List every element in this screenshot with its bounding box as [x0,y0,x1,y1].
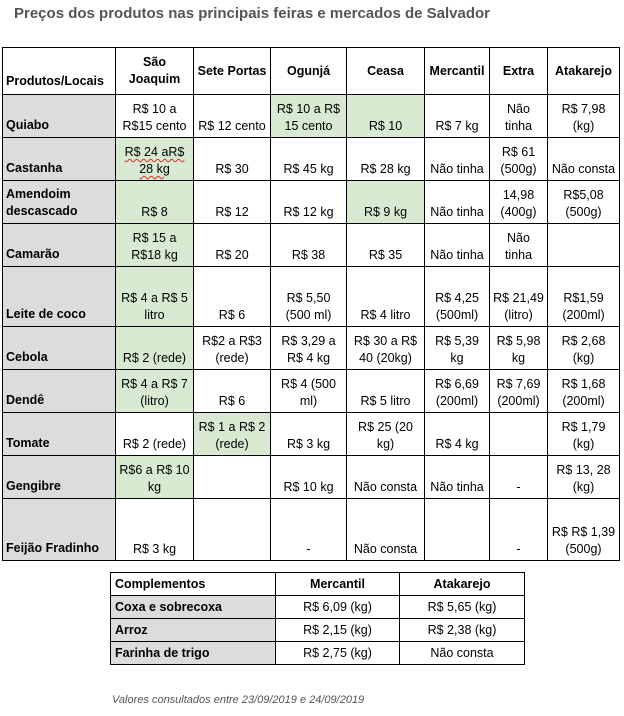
price-cell: R$ 6,69 (200ml) [425,370,490,413]
price-cell: R$ 38 [271,224,347,267]
product-label: Feijão Fradinho [3,499,116,561]
column-header: Atakarejo [548,48,620,95]
product-label: Tomate [3,413,116,456]
corner-header: Complementos [111,573,276,596]
price-cell: R$ R$ 1,39 (500g) [548,499,620,561]
table-row [3,456,620,499]
price-cell: R$ 7,98 (kg) [548,95,620,138]
complements-table [110,572,525,665]
price-cell: Não tinha [425,456,490,499]
price-cell: R$ 4 kg [425,413,490,456]
price-cell: R$ 61 (500g) [490,138,548,181]
price-cell: R$ 4 litro [347,267,425,327]
price-cell: R$ 10 a R$ 15 cento [271,95,347,138]
table-row [111,619,525,642]
price-cell: R$5,08 (500g) [548,181,620,224]
price-cell: R$ 21,49 (litro) [490,267,548,327]
column-header: Extra [490,48,548,95]
price-cell: R$ 9 kg [347,181,425,224]
column-header: Atakarejo [400,573,525,596]
price-cell [425,499,490,561]
price-cell: R$ 6 [194,267,271,327]
column-header: Sete Portas [194,48,271,95]
price-cell: R$ 5,98 kg [490,327,548,370]
column-header: Mercantil [276,573,400,596]
product-label: Cebola [3,327,116,370]
price-cell: Não consta [548,138,620,181]
price-cell: R$ 4 (500 ml) [271,370,347,413]
price-cell: R$ 2 (rede) [116,327,194,370]
product-label: Arroz [111,619,276,642]
table-row [3,327,620,370]
price-cell: R$ 10 kg [271,456,347,499]
price-cell: R$ 5,39 kg [425,327,490,370]
price-cell: Não tinha [425,224,490,267]
price-cell: R$ 3,29 a R$ 4 kg [271,327,347,370]
price-cell: R$1,59 (200ml) [548,267,620,327]
price-cell: R$ 4 a R$ 7 (litro) [116,370,194,413]
price-cell: R$ 5,65 (kg) [400,596,525,619]
prices-table [2,47,620,561]
price-cell: R$ 3 kg [116,499,194,561]
price-cell: R$ 20 [194,224,271,267]
table-row [111,642,525,665]
price-cell: R$ 30 a R$ 40 (20kg) [347,327,425,370]
price-cell: R$ 45 kg [271,138,347,181]
price-cell: R$ 12 kg [271,181,347,224]
table-row [3,224,620,267]
price-cell: R$ 2,68 (kg) [548,327,620,370]
price-text: R$ 24 aR$ 28 kg [124,145,185,176]
price-cell: R$ 12 cento [194,95,271,138]
price-cell [116,138,194,181]
price-cell: R$ 2,75 (kg) [276,642,400,665]
price-cell: R$ 6 [194,370,271,413]
table-row [3,267,620,327]
price-cell: Não consta [400,642,525,665]
price-cell: R$ 3 kg [271,413,347,456]
product-label: Farinha de trigo [111,642,276,665]
table-row [3,95,620,138]
price-cell: 14,98 (400g) [490,181,548,224]
product-label: Coxa e sobrecoxa [111,596,276,619]
price-cell: R$ 8 [116,181,194,224]
price-cell: R$ 1 a R$ 2 (rede) [194,413,271,456]
price-cell: Não tinha [490,224,548,267]
price-cell: R$ 4 a R$ 5 litro [116,267,194,327]
price-cell: R$ 10 a R$15 cento [116,95,194,138]
price-cell: R$ 1,68 (200ml) [548,370,620,413]
price-cell: R$2 a R$3 (rede) [194,327,271,370]
column-header: Mercantil [425,48,490,95]
header-row [111,573,525,596]
table-row [3,370,620,413]
price-cell: Não tinha [490,95,548,138]
table-row [111,596,525,619]
price-cell: Não consta [347,456,425,499]
product-label: Gengibre [3,456,116,499]
table-row [3,138,620,181]
product-label: Camarão [3,224,116,267]
table-row [3,181,620,224]
price-cell: R$ 4,25 (500ml) [425,267,490,327]
date-note: Valores consultados entre 23/09/2019 e 24/09/2019 [112,694,365,706]
price-cell: R$ 30 [194,138,271,181]
price-cell: R$ 10 [347,95,425,138]
page-title: Preços dos produtos nas principais feiras e mercados de Salvador [14,5,491,22]
header-row [3,48,620,95]
price-cell: R$ 7,69 (200ml) [490,370,548,413]
price-cell: - [271,499,347,561]
price-cell: R$ 13, 28 (kg) [548,456,620,499]
product-label: Leite de coco [3,267,116,327]
price-cell: R$ 6,09 (kg) [276,596,400,619]
price-cell: R$ 7 kg [425,95,490,138]
column-header: Ogunjá [271,48,347,95]
table-row [3,413,620,456]
column-header: São Joaquim [116,48,194,95]
price-cell [490,413,548,456]
price-cell: R$ 35 [347,224,425,267]
price-cell: R$ 2,38 (kg) [400,619,525,642]
price-cell: R$ 12 [194,181,271,224]
price-cell [194,456,271,499]
price-cell: R$ 25 (20 kg) [347,413,425,456]
price-cell: - [490,499,548,561]
price-cell: Não consta [347,499,425,561]
price-cell: R$ 5 litro [347,370,425,413]
price-cell: R$ 5,50 (500 ml) [271,267,347,327]
price-cell: R$ 15 a R$18 kg [116,224,194,267]
product-label: Castanha [3,138,116,181]
table-row [3,499,620,561]
price-cell: R$ 28 kg [347,138,425,181]
price-cell: R$ 2,15 (kg) [276,619,400,642]
price-cell: R$ 1,79 (kg) [548,413,620,456]
column-header: Ceasa [347,48,425,95]
corner-header: Produtos/Locais [3,48,116,95]
price-cell: Não tinha [425,181,490,224]
price-cell [194,499,271,561]
price-cell [548,224,620,267]
product-label: Amendoim descascado [3,181,116,224]
price-cell: - [490,456,548,499]
price-cell: R$6 a R$ 10 kg [116,456,194,499]
product-label: Quiabo [3,95,116,138]
price-cell: Não tinha [425,138,490,181]
price-cell: R$ 2 (rede) [116,413,194,456]
product-label: Dendê [3,370,116,413]
